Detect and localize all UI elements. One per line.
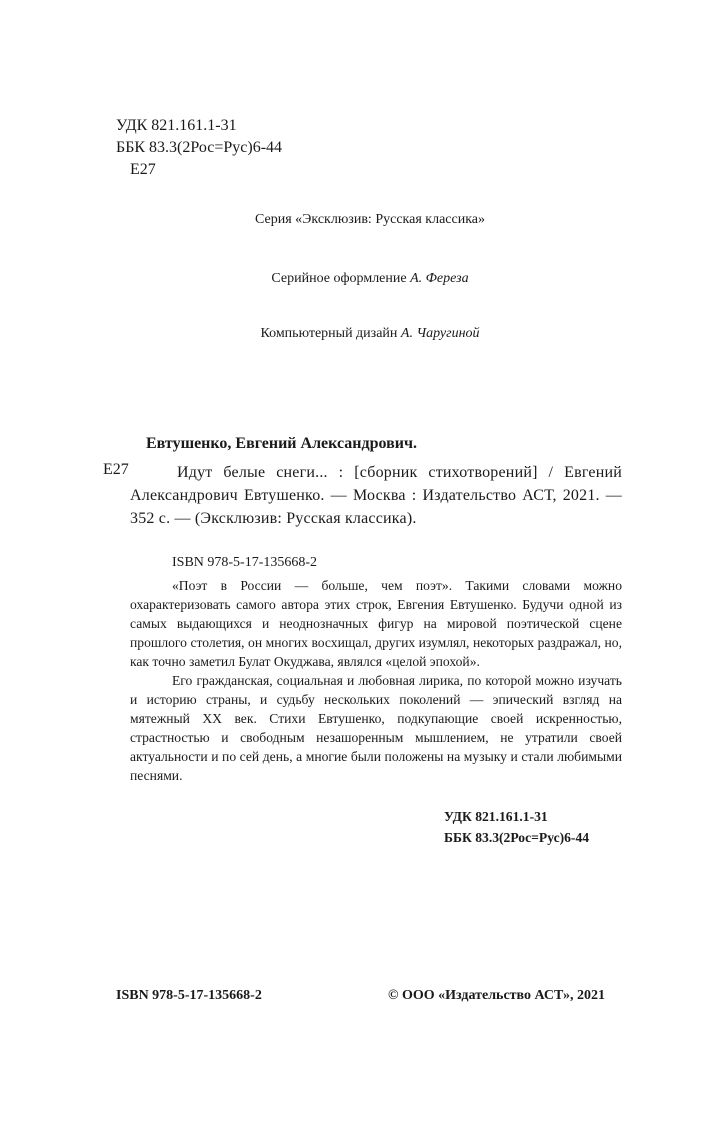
computer-design-credit xyxy=(0,326,709,342)
series-design-label: Серийное оформление xyxy=(271,271,407,286)
footer-isbn: ISBN 978-5-17-135668-2 xyxy=(116,988,262,1003)
footer-copyright: © ООО «Издательство АСТ», 2021 xyxy=(388,988,606,1003)
card-description xyxy=(130,461,622,530)
card-author-mark: Е27 xyxy=(103,461,129,478)
card-description-text: Идут белые снеги... : [сборник стихотворений] / Евгений Александрович Евтушенко. — Москва : Издательство АСТ, 2021. — 352 с. — (Эксклюзив: Русская классика). xyxy=(130,464,622,527)
annotation-paragraph: «Поэт в России — больше, чем поэт». Такими словами можно охарактеризовать самого автора этих строк, Евгения Евтушенко. Будучи одной из самых выдающихся и неоднозначных фигур на мировой поэтической сцене прошлого столетия, он многих восхищал, других изумлял, некоторых раздражал, но, как точно заметил Булат Окуджава, являлся «целой эпохой». xyxy=(130,578,622,669)
bbk-code: ББК 83.3(2Рос=Рус)6-44 xyxy=(116,139,283,156)
series-design-credit xyxy=(0,271,709,287)
card-annotation xyxy=(130,576,622,785)
computer-design-label: Компьютерный дизайн xyxy=(260,326,398,341)
card-isbn: ISBN 978-5-17-135668-2 xyxy=(172,555,318,570)
author-mark: Е27 xyxy=(130,161,156,178)
annotation-paragraph: Его гражданская, социальная и любовная лирика, по которой можно изучать и историю страны, и судьбу нескольких поколений — эпический взгляд на мятежный XX век. Стихи Евтушенко, подкупающие своей искренностью, страстностью и свободным незашоренным мышлением, не утратили своей актуальности и по сей день, а многие были положены на музыку и стали любимыми песнями. xyxy=(130,673,622,783)
series-design-name: А. Фереза xyxy=(410,271,469,286)
series-line: Серия «Эксклюзив: Русская классика» xyxy=(254,212,485,227)
udk-code: УДК 821.161.1-31 xyxy=(116,117,237,134)
card-bbk: ББК 83.3(2Рос=Рус)6-44 xyxy=(444,830,590,845)
card-udk: УДК 821.161.1-31 xyxy=(444,809,548,824)
card-classification-codes xyxy=(444,806,589,848)
computer-design-name: А. Чаругиной xyxy=(400,326,480,341)
top-classification-codes xyxy=(116,115,282,181)
card-author: Евтушенко, Евгений Александрович. xyxy=(146,435,417,452)
